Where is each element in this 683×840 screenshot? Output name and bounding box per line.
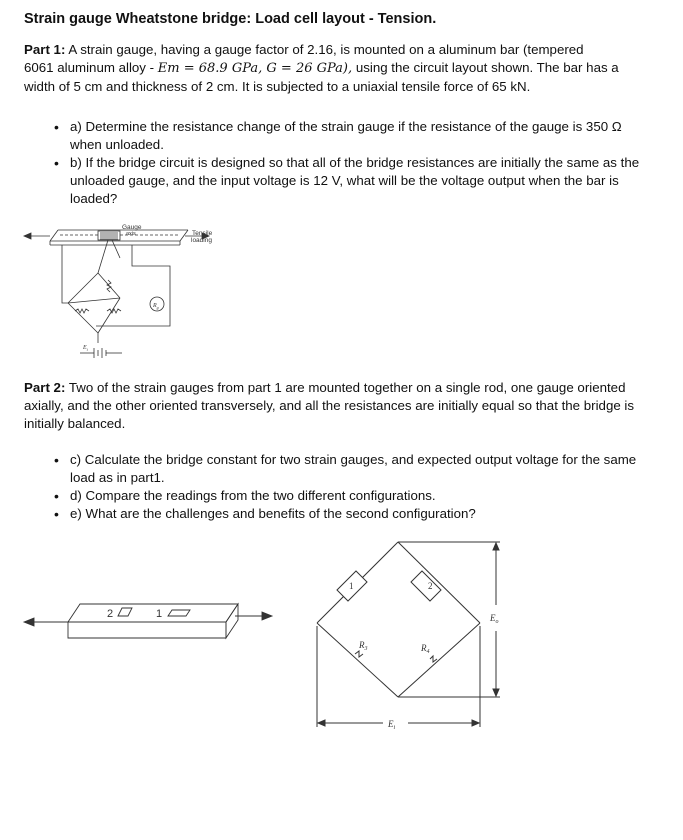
figure-2-bridge	[300, 535, 530, 740]
resistor-right	[107, 309, 121, 313]
r4-label: $R_4$	[421, 643, 430, 655]
part2-text: Two of the strain gauges from part 1 are mounted together on a single rod, one gauge oriented axially, and the other oriented transversely, and all the resistances are initially equal so that the bridge is initially balanced.	[24, 380, 635, 431]
part1-math: Em = 68.9 GPa, G = 26 GPa),	[157, 61, 353, 76]
bridge-2-diamond	[317, 542, 480, 697]
eo-arrowhead-bottom	[493, 689, 499, 696]
gauge-1-symbol	[168, 610, 190, 616]
part2-question-list	[48, 451, 648, 523]
rod-right-arrowhead	[262, 612, 272, 620]
strain-gauge-grid	[98, 231, 120, 240]
rod-body	[68, 604, 238, 638]
part1-line2-post: using the circuit layout shown. The bar has a	[352, 60, 619, 75]
bridge-node-1-label: 1	[349, 581, 354, 591]
question-a: • a) Determine the resistance change of the strain gauge if the resistance of the gauge is 350 Ω when unloaded.	[48, 118, 648, 154]
figure-2-rod	[20, 590, 280, 650]
question-c: • c) Calculate the bridge constant for two strain gauges, and expected output voltage for the same load as in part1.	[48, 451, 648, 487]
right-wire	[96, 245, 170, 326]
gauge-axis-label-2: axis	[126, 231, 136, 237]
rod-gauge-1-label: 1	[156, 608, 163, 620]
part1-paragraph	[24, 41, 654, 96]
question-b: • b) If the bridge circuit is designed so that all of the bridge resistances are initially the same as the unloaded gauge, and the input voltage is 12 V, what will be the voltage output when the bar is loaded?	[48, 154, 648, 208]
bridge-node-2-label: 2	[428, 581, 433, 591]
ei-label-fig1: $E_i$	[83, 345, 88, 352]
gauge-axis-label-1: Gauge	[122, 224, 142, 231]
part1-line2-pre: 6061 aluminum alloy -	[24, 60, 158, 75]
question-d: • d) Compare the readings from the two different configurations.	[48, 487, 648, 505]
ei-arrowhead-right	[472, 720, 479, 726]
page-title: Strain gauge Wheatstone bridge: Load cell layout - Tension.	[24, 11, 437, 27]
figure-1-load-cell	[20, 218, 240, 368]
eo-label: $E_o$	[490, 613, 499, 625]
r3-label: $R_3$	[359, 640, 368, 652]
part1-question-list	[48, 118, 648, 208]
question-e: • e) What are the challenges and benefits of the second configuration?	[48, 505, 648, 523]
bridge-gauge-2	[411, 571, 441, 601]
eo-arrowhead-top	[493, 543, 499, 550]
rod-gauge-2-label: 2	[107, 608, 114, 620]
tensile-label-1: Tensile	[192, 230, 213, 237]
rod-left-arrowhead	[24, 618, 34, 626]
part2-paragraph	[24, 379, 649, 433]
part1-line1: A strain gauge, having a gauge factor of 2.16, is mounted on a aluminum bar (tempered	[68, 42, 584, 57]
gauge-2-symbol	[118, 608, 132, 616]
ei-label: $E_i$	[388, 719, 396, 731]
rg-label: $R_g$	[153, 303, 159, 310]
tensile-label-2: loading	[191, 237, 212, 244]
ei-arrowhead-left	[318, 720, 325, 726]
bridge-diamond	[68, 273, 120, 333]
left-force-arrowhead	[24, 233, 31, 239]
resistor-r4	[430, 656, 437, 662]
resistor-r3	[355, 651, 363, 657]
left-wire	[62, 245, 68, 303]
resistor-top	[107, 280, 111, 292]
part2-label: Part 2:	[24, 380, 66, 395]
lead-2	[112, 240, 120, 258]
part1-label: Part 1:	[24, 42, 66, 57]
part1-line3: width of 5 cm and thickness of 2 cm. It is subjected to a uniaxial tensile force of 65 kN.	[24, 79, 531, 94]
